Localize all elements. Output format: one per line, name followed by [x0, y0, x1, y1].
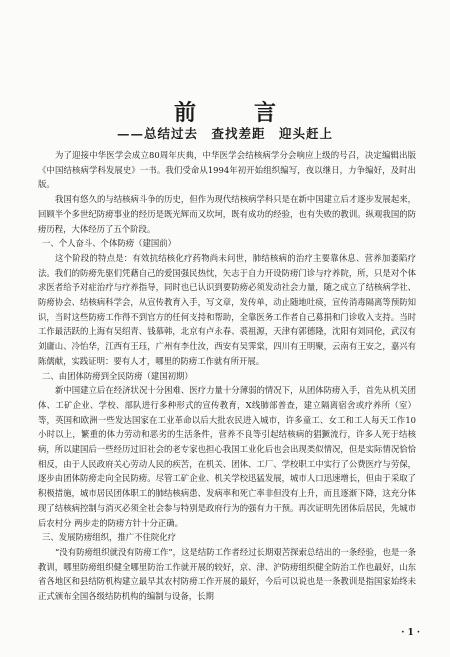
- section-heading-3: 三、发展防痨组织，推广不住院化疗: [42, 532, 176, 543]
- paragraph-stage-1: 这个阶段的特点是：有效抗结核化疗药物尚未问世，肺结核病的治疗主要靠休息、营养加萎陷疗法。我们的防痨先驱们凭藉自己的爱国强民热忱，矢志于自力开设防痨门诊与疗养院，所，只是对个体求医者给予对症治疗与疗养指导，同时也已认识到要防痨必须发动社会力量，随之成立了结核病学社、防痨协会、结核病科学会，从宣传教育入手，写文章，发传单，动止随地吐痰，宣传消毒隔离等预防知识，当时这些防痨工作得不到官方的任何支持和帮助，全靠医务工作者自己募捐和门诊收入支持。当时工作最活跃的上海有吴绍青、钱慕韩，北京有卢永春、裘祖源，天津有郭德隆，沈阳有刘同伦，武汉有刘庸山、冷怡华，江西有王珏，广州有李仕汝，西安有吴霁棠，四川有王明聚，云南有王安之，嘉兴有陈儒献，实践证明：要有人才，哪里的防痨工作就有所开展。: [38, 252, 416, 366]
- paragraph-intro: 为了迎接中华医学会成立80周年庆典，中华医学会结核病学分会响应上级的号召，决定编辑出版《中国结核病学科发展史》一书。我们受命从1994年初开始组织编写，夜以继日，力争编好，及时出版。: [38, 150, 416, 190]
- section-heading-2: 二、由团体防痨到全民防痨（建国初期）: [42, 370, 193, 381]
- section-heading-1: 一、个人奋斗、个体防痨（建国前）: [42, 238, 176, 249]
- body-text: [38, 148, 416, 604]
- page-number: · 1 ·: [401, 628, 420, 638]
- page-title: 前 言: [173, 100, 294, 126]
- paragraph-history: 我国有悠久的与结核病斗争的历史，但作为现代结核病学科只是在新中国建立后才逐步发展起来，回顾半个多世纪防痨事业的经历是既光辉而又坎坷，既有成功的经验，也有失败的教训。纵观我国的防痨历程，大体经历了五个阶段。: [38, 194, 416, 234]
- paragraph-stage-2: 新中国建立后在经济状况十分困难、医疗力量十分薄弱的情况下，从团体防痨入手，首先从机关团体、工矿企业、学校、部队进行多种形式的宣传教育，X线肺部普查，建立隔离宿舍或疗养所（室）等，英国和欧洲一些发达国家在工业革命以后大批农民进入城市，许多童工、女工和工人每天工作10小时以上，繁重的体力劳动和恶劣的生活条件，营养不良等引起结核病的猖獗流行，许多人死于结核病，所以建国后一些经历过旧社会的老专家也担心我国工业化后也会出现类似情况，但是实际情况恰恰相反，由于人民政府关心劳动人民的疾苦，在机关、团体、工厂、学校职工中实行了公费医疗与劳保，逐步由团体防痨走向全民防痨。尽管工矿企业、机关学校迅猛发展，城市人口迅速增长，但由于采取了积极措施，城市居民团体职工的肺结核病患、发病率和死亡率非但没有上升，而且逐渐下降，这充分体现了结核病控制与消灭必须全社会参与特别是政府行为的强有力干预。再次证明先团体后居民，先城市后农村分 两步走的防痨方针十分正确。: [38, 385, 416, 528]
- page-subtitle: ——总结过去 查找差距 迎头赶上: [116, 126, 333, 141]
- paragraph-stage-3: “没有防痨组织就没有防痨工作”，这是结防工作者经过长期艰苦探索总结出的一条经验，也是一条教训，哪里防痨组织健全哪里防治工作就开展的较好，京、津、沪防痨组织健全防治工作也最好，山东省各地区和县结防机构建立最早其农村防痨工作开展的最好，今后可以说也是一条教训是指国家始终未正式颁布全国各级结防机构的编制与设备，长期: [38, 546, 416, 602]
